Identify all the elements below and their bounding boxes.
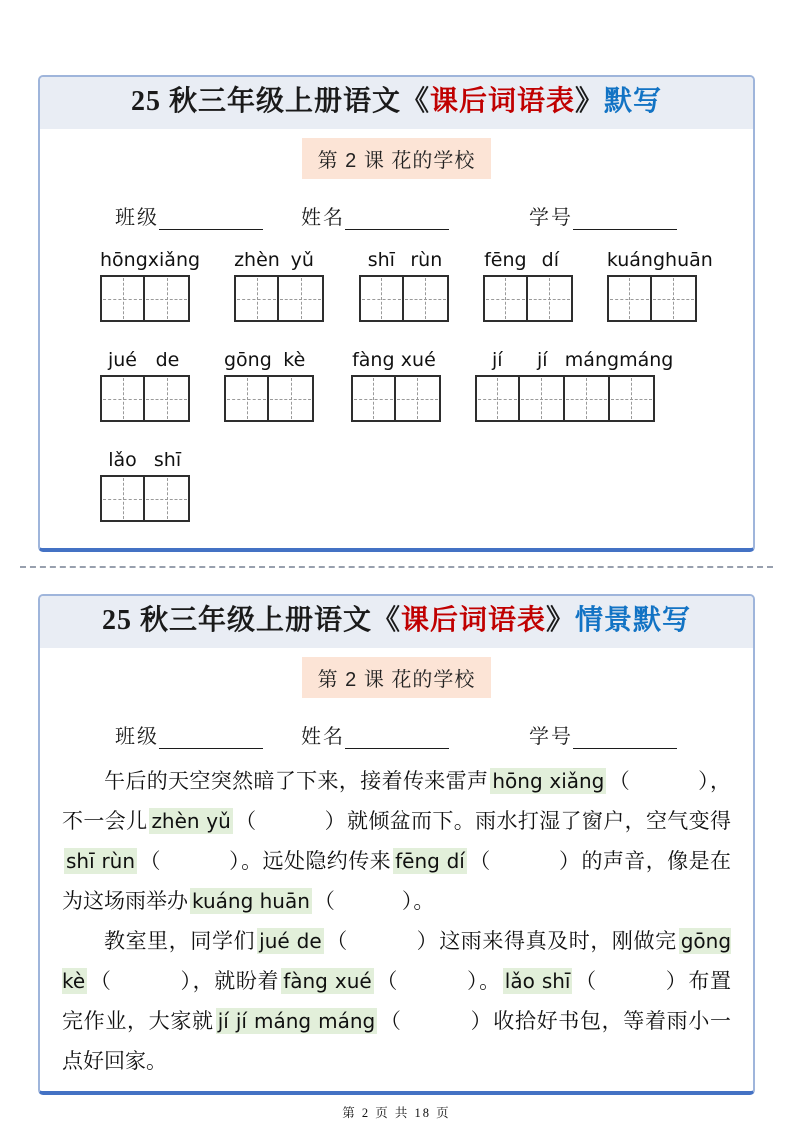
word-pinyin	[100, 348, 190, 372]
writing-cells	[224, 375, 317, 422]
word-grid	[483, 248, 573, 322]
pinyin-syllable: máng	[564, 349, 620, 371]
writing-cell	[279, 275, 324, 322]
writing-cells	[483, 275, 573, 322]
writing-cell	[100, 475, 145, 522]
word-row	[100, 248, 753, 322]
passage-text: ，就盼着	[192, 969, 280, 993]
word-pinyin	[475, 348, 674, 372]
word-grid	[359, 248, 449, 322]
writing-cell	[145, 475, 190, 522]
class-field-line	[159, 206, 263, 230]
passage-text: 收拾好书包，等着雨小一点好回家。	[62, 1009, 731, 1073]
passage-pinyin: shī rùn	[66, 849, 136, 873]
title-segment: 25 秋三年级上册语文《	[130, 86, 430, 117]
word-pinyin	[359, 248, 449, 272]
title-segment: 》	[546, 605, 576, 636]
writing-cell	[224, 375, 269, 422]
word-row	[100, 448, 753, 522]
page-footer: 第 2 页 共 18 页	[342, 1106, 451, 1120]
passage-text: 这雨来得真及时，刚做完	[439, 929, 677, 953]
writing-cell	[269, 375, 314, 422]
writing-cells	[100, 275, 200, 322]
word-grid-rows	[100, 248, 753, 522]
word-pinyin	[224, 348, 317, 372]
writing-cell	[234, 275, 279, 322]
pinyin-syllable: rùn	[410, 249, 443, 271]
writing-cell	[145, 275, 190, 322]
passage-text: 。远处隐约传来	[241, 849, 392, 873]
pinyin-syllable: yǔ	[290, 249, 314, 271]
word-pinyin	[483, 248, 573, 272]
student-number-field-line	[573, 725, 677, 749]
writing-cell	[404, 275, 449, 322]
pinyin-syllable: jí	[492, 349, 503, 371]
word-row	[100, 348, 753, 422]
writing-cells	[100, 375, 190, 422]
passage-pinyin: jué de	[259, 929, 322, 953]
word-grid	[224, 348, 317, 422]
lesson-subtitle: 第 2 课 花的学校	[302, 657, 492, 698]
class-field-label: 班级	[115, 726, 159, 748]
title-segment: 课后词语表	[429, 86, 575, 117]
passage-text: 。	[479, 969, 501, 993]
answer-blank: （ ）	[234, 809, 347, 833]
writing-cell	[359, 275, 404, 322]
passage-paragraph	[62, 761, 731, 921]
title-band	[40, 77, 753, 129]
passage-pinyin: gōng kè	[62, 929, 732, 993]
passage-pinyin: fàng xué	[283, 969, 372, 993]
title-segment: 情景默写	[575, 605, 692, 636]
passage-pinyin: hōng xiǎng	[492, 769, 605, 793]
class-field	[115, 201, 263, 230]
answer-blank: （ ）	[468, 849, 582, 873]
passage	[62, 761, 731, 1091]
word-grid	[475, 348, 674, 422]
subtitle-row	[40, 657, 753, 698]
word-grid	[100, 448, 190, 522]
passage-paragraph	[62, 921, 731, 1081]
writing-cells	[100, 475, 190, 522]
writing-cells	[359, 275, 449, 322]
writing-cell	[652, 275, 697, 322]
name-field-line	[345, 206, 449, 230]
passage-text: 午后的天空突然暗了下来，接着传来雷声	[104, 769, 489, 793]
writing-cells	[234, 275, 325, 322]
answer-blank: （ ）	[139, 849, 242, 873]
answer-blank: （ ）	[89, 969, 193, 993]
word-grid	[100, 348, 190, 422]
passage-text: 教室里，同学们	[104, 929, 256, 953]
answer-blank: （ ）	[379, 1009, 494, 1033]
pinyin-syllable: lǎo	[108, 449, 137, 471]
word-grid	[234, 248, 325, 322]
student-fields	[115, 201, 753, 230]
writing-cell	[100, 275, 145, 322]
pinyin-syllable: fàng	[352, 349, 395, 371]
pinyin-syllable: xiǎng	[147, 249, 201, 271]
writing-cell	[528, 275, 573, 322]
word-pinyin	[100, 448, 190, 472]
pinyin-syllable: máng	[619, 349, 674, 371]
pinyin-syllable: jué	[107, 349, 137, 371]
name-field	[301, 720, 449, 749]
writing-cell	[610, 375, 655, 422]
name-field-label: 姓名	[301, 726, 345, 748]
student-number-field	[529, 201, 677, 230]
writing-cells	[351, 375, 441, 422]
pinyin-syllable: shī	[153, 449, 182, 471]
passage-text: 的声音，像是在为这场雨举办	[62, 849, 732, 913]
pinyin-syllable: gōng	[224, 349, 272, 371]
writing-cell	[145, 375, 190, 422]
pinyin-syllable: dí	[541, 249, 559, 271]
passage-text: 布置完作业，大家就	[62, 969, 732, 1033]
sheet-title	[40, 85, 753, 119]
writing-cell	[396, 375, 441, 422]
writing-cells	[475, 375, 674, 422]
pinyin-syllable: jí	[537, 349, 548, 371]
word-pinyin	[234, 248, 325, 272]
title-segment: 默写	[604, 86, 663, 117]
class-field-line	[159, 725, 263, 749]
writing-cell	[565, 375, 610, 422]
passage-text: 就倾盆而下。雨水打湿了窗户，空气变得	[346, 809, 732, 833]
pinyin-syllable: xué	[400, 349, 436, 371]
sheet-title	[40, 604, 753, 638]
student-number-field-label: 学号	[529, 726, 573, 748]
pinyin-syllable: shī	[367, 249, 395, 271]
pinyin-syllable: de	[155, 349, 180, 371]
class-field-label: 班级	[115, 207, 159, 229]
student-number-field	[529, 720, 677, 749]
passage-pinyin: lǎo shī	[504, 969, 571, 993]
word-pinyin	[351, 348, 441, 372]
passage-text: 。	[413, 889, 435, 913]
pinyin-syllable: kuáng	[606, 249, 666, 271]
writing-cell	[607, 275, 652, 322]
lesson-subtitle: 第 2 课 花的学校	[302, 138, 492, 179]
word-grid	[351, 348, 441, 422]
section-divider	[20, 566, 773, 568]
writing-cell	[100, 375, 145, 422]
student-fields	[115, 720, 753, 749]
answer-blank: （ ）	[325, 929, 440, 953]
name-field	[301, 201, 449, 230]
answer-blank: （ ）	[313, 889, 414, 913]
dictation-sheet	[38, 75, 755, 552]
title-segment: 》	[575, 86, 605, 117]
passage-pinyin: fēng dí	[395, 849, 465, 873]
subtitle-row	[40, 138, 753, 179]
passage-pinyin: kuáng huān	[192, 889, 310, 913]
pinyin-syllable: hōng	[100, 249, 148, 271]
writing-cell	[351, 375, 396, 422]
answer-blank: （ ）	[375, 969, 480, 993]
class-field	[115, 720, 263, 749]
title-segment: 25 秋三年级上册语文《	[101, 605, 401, 636]
title-band	[40, 596, 753, 648]
title-segment: 课后词语表	[400, 605, 546, 636]
context-dictation-sheet	[38, 594, 755, 1095]
pinyin-syllable: kè	[283, 349, 306, 371]
student-number-field-line	[573, 206, 677, 230]
pinyin-syllable: fēng	[484, 249, 527, 271]
writing-cell	[475, 375, 520, 422]
passage-text: ，不一会儿	[62, 769, 731, 833]
passage-pinyin: zhèn yǔ	[151, 809, 231, 833]
writing-cell	[520, 375, 565, 422]
student-number-field-label: 学号	[529, 207, 573, 229]
word-grid	[607, 248, 713, 322]
passage-pinyin: jí jí máng máng	[217, 1009, 376, 1033]
answer-blank: （ ）	[608, 769, 710, 793]
word-grid	[100, 248, 200, 322]
name-field-line	[345, 725, 449, 749]
pinyin-syllable: zhèn	[234, 249, 280, 271]
word-pinyin	[607, 248, 713, 272]
answer-blank: （ ）	[574, 969, 689, 993]
writing-cells	[607, 275, 713, 322]
writing-cell	[483, 275, 528, 322]
name-field-label: 姓名	[301, 207, 345, 229]
pinyin-syllable: huān	[665, 249, 713, 271]
word-pinyin	[100, 248, 200, 272]
